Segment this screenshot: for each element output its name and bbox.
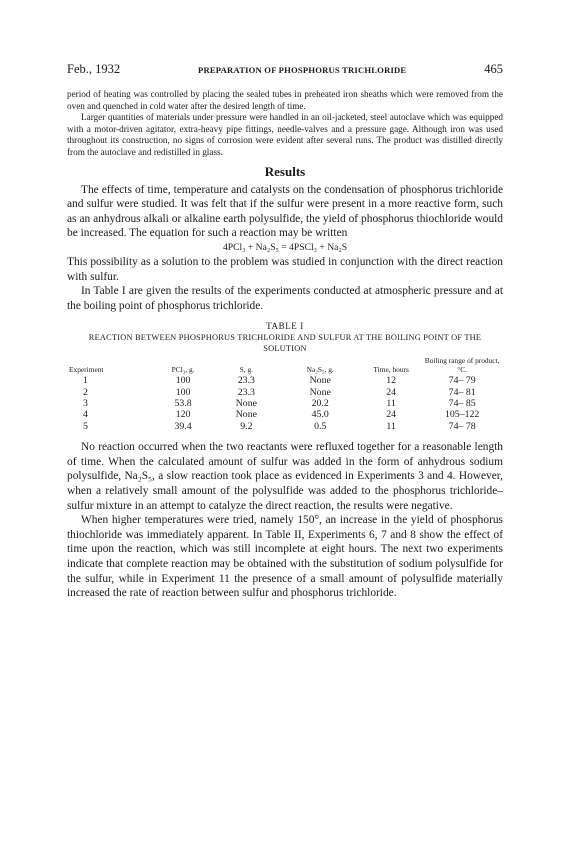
discussion-paragraph-1: No reaction occurred when the two reactants were refluxed together for a reasonable length of time. When the calculated amount of sulfur was added in the form of anhydrous sodium polysulfide, Na₂S₅, a slow reaction took place as evidenced in Experiments 3 and 4. However, when a relatively small amount of the polysulfide was added to the phosphorus trichloride–sulfur mixture in an attempt to catalyze the direct reaction, the results were negative.: [67, 441, 503, 512]
table-cell: None: [309, 375, 331, 387]
experimental-section: [67, 89, 503, 159]
table-cell: None: [235, 397, 257, 409]
reaction-equation: 4PCl₃ + Na₂S₅ = 4PSCl₃ + Na₂S: [222, 241, 348, 253]
intro-paragraph-2: Larger quantities of materials under pressure were handled in an oil-jacketed, steel autoclave which was equipped with a motor-driven agitator, extra-heavy pipe fittings, needle-valves and a pressure gage. Although iron was used throughout its construction, no signs of corrosion were evident after several runs. The product was distilled directly from the autoclave and redistilled in glass.: [67, 112, 503, 157]
table-cell: None: [235, 409, 257, 421]
table-cell: 4: [83, 409, 88, 421]
table-cell: 3: [83, 397, 88, 409]
results-table: [67, 357, 503, 432]
discussion-paragraph-2: When higher temperatures were tried, namely 150°, an increase in the yield of phosphorus thiochloride was immediately apparent. In Table II, Experiments 6, 7 and 8 show the effect of time upon the reaction, which was still incomplete at eight hours. The next two experiments indicate that complete reaction may be obtained with the substitution of sodium polysulfide for the sulfur, while in Experiment 11 the presence of a small amount of polysulfide materially increased the rate of reaction between sulfur and phosphorus trichloride.: [67, 514, 503, 600]
table-cell: 2: [83, 386, 88, 398]
results-paragraph-2: This possibility as a solution to the problem was studied in conjunction with the direct reaction with sulfur.: [67, 255, 503, 283]
column-header: Boiling range of product, °C.: [424, 356, 500, 374]
table-cell: 100: [175, 375, 191, 387]
table-row: [67, 387, 503, 398]
table-row: [67, 409, 503, 420]
table-cell: 105–122: [445, 409, 480, 421]
table-row: [67, 421, 503, 432]
table-cell: 53.8: [174, 397, 192, 409]
table-cell: 45.0: [311, 409, 329, 421]
table-cell: 74– 79: [448, 375, 476, 387]
intro-paragraph-1: period of heating was controlled by placing the sealed tubes in preheated iron sheaths which were removed from the oven and quenched in cold water after the desired length of time.: [67, 89, 503, 111]
table-cell: 23.3: [237, 375, 255, 387]
table-cell: 24: [386, 409, 397, 421]
table-header-row: [67, 357, 503, 375]
table-cell: 20.2: [311, 397, 329, 409]
table-cell: 5: [83, 420, 88, 432]
column-header: PCl₃, g.: [171, 364, 195, 374]
table-cell: 23.3: [237, 386, 255, 398]
table-cell: 74– 78: [448, 420, 476, 432]
table-cell: 0.5: [314, 420, 327, 432]
table-cell: 74– 85: [448, 397, 476, 409]
table-label: TABLE I: [266, 321, 304, 332]
table-cell: 12: [386, 375, 397, 387]
results-paragraph-1: The effects of time, temperature and catalysts on the condensation of phosphorus trichloride and sulfur were studied. It was felt that if the sulfur were present in a more reactive form, such as an anhydrous alkali or alkaline earth polysulfide, the yield of phosphorus thiochloride would be increased. The equation for such a reaction may be written: [67, 183, 503, 240]
table-cell: 120: [175, 409, 191, 421]
table-cell: 74– 81: [448, 386, 476, 398]
table-row: [67, 398, 503, 409]
header-date: Feb., 1932: [67, 62, 121, 76]
table-cell: 24: [386, 386, 397, 398]
table-cell: 11: [386, 397, 396, 409]
table-caption: REACTION BETWEEN PHOSPHORUS TRICHLORIDE AND SULFUR AT THE BOILING POINT OF THE SOLUTION: [88, 333, 482, 354]
table-cell: 1: [83, 375, 88, 387]
column-header: Na₂S₅, g.: [306, 364, 334, 374]
journal-page: [67, 62, 503, 601]
table-cell: 100: [175, 386, 191, 398]
table-cell: 39.4: [174, 420, 192, 432]
table-cell: 9.2: [240, 420, 253, 432]
results-paragraph-3: In Table I are given the results of the experiments conducted at atmospheric pressure and at the boiling point of phosphorus trichloride.: [67, 285, 503, 312]
column-header: S, g.: [239, 364, 254, 374]
results-heading: Results: [264, 163, 306, 179]
header-title: PREPARATION OF PHOSPHORUS TRICHLORIDE: [198, 65, 407, 75]
column-header: Experiment: [69, 364, 104, 374]
table-row: [67, 375, 503, 386]
column-header: Time, hours: [373, 364, 409, 374]
discussion-section: [67, 440, 503, 601]
running-header: [67, 62, 503, 77]
page-number: 465: [484, 62, 503, 76]
table-cell: 11: [386, 420, 396, 432]
results-section: [67, 183, 503, 314]
table-cell: None: [309, 386, 331, 398]
